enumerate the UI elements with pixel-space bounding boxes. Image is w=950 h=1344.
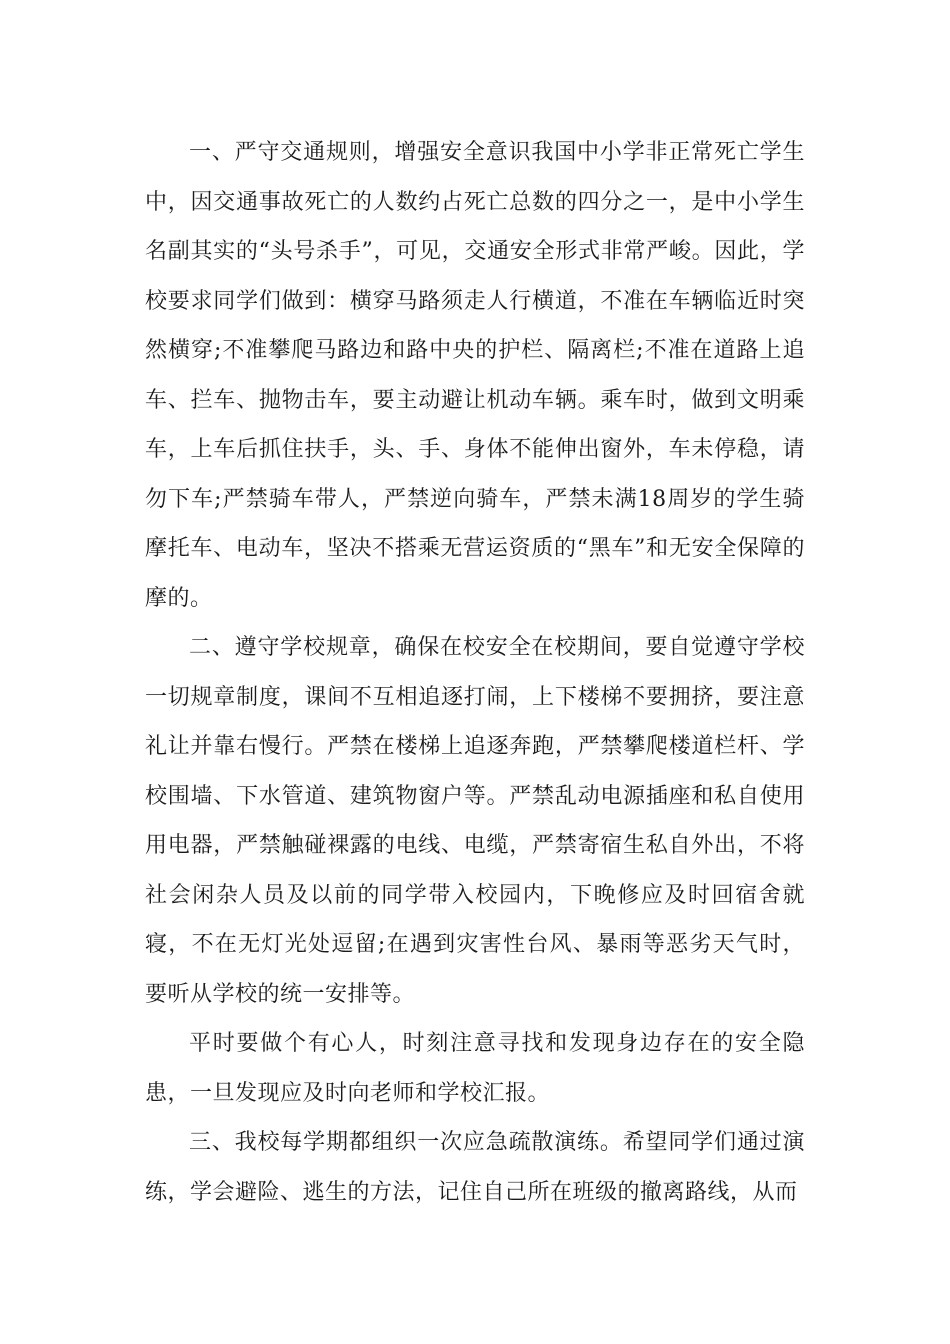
- paragraph-evacuation-drill: 三、我校每学期都组织一次应急疏散演练。希望同学们通过演练，学会避险、逃生的方法，记住自己所在班级的撤离路线，从而: [145, 1130, 805, 1205]
- document-body: [145, 128, 805, 1217]
- paragraph-traffic-rules: 一、严守交通规则，增强安全意识我国中小学非正常死亡学生中，因交通事故死亡的人数约占死亡总数的四分之一，是中小学生名副其实的“头号杀手”，可见，交通安全形式非常严峻。因此，学校要求同学们做到：横穿马路须走人行横道，不准在车辆临近时突然横穿;不准攀爬马路边和路中央的护栏、隔离栏;不准在道路上追车、拦车、抛物击车，要主动避让机动车辆。乘车时，做到文明乘车，上车后抓住扶手，头、手、身体不能伸出窗外，车未停稳，请勿下车;严禁骑车带人，严禁逆向骑车，严禁未满18周岁的学生骑摩托车、电动车，坚决不搭乘无营运资质的“黑车”和无安全保障的摩的。: [145, 140, 805, 611]
- paragraph-school-rules: 二、遵守学校规章，确保在校安全在校期间，要自觉遵守学校一切规章制度，课间不互相追逐打闹，上下楼梯不要拥挤，要注意礼让并靠右慢行。严禁在楼梯上追逐奔跑，严禁攀爬楼道栏杆、学校围墙、下水管道、建筑物窗户等。严禁乱动电源插座和私自使用用电器，严禁触碰裸露的电线、电缆，严禁寄宿生私自外出，不将社会闲杂人员及以前的同学带入校园内，下晚修应及时回宿舍就寝，不在无灯光处逗留;在遇到灾害性台风、暴雨等恶劣天气时，要听从学校的统一安排等。: [145, 635, 805, 1007]
- paragraph-safety-awareness: 平时要做个有心人，时刻注意寻找和发现身边存在的安全隐患，一旦发现应及时向老师和学校汇报。: [145, 1031, 805, 1106]
